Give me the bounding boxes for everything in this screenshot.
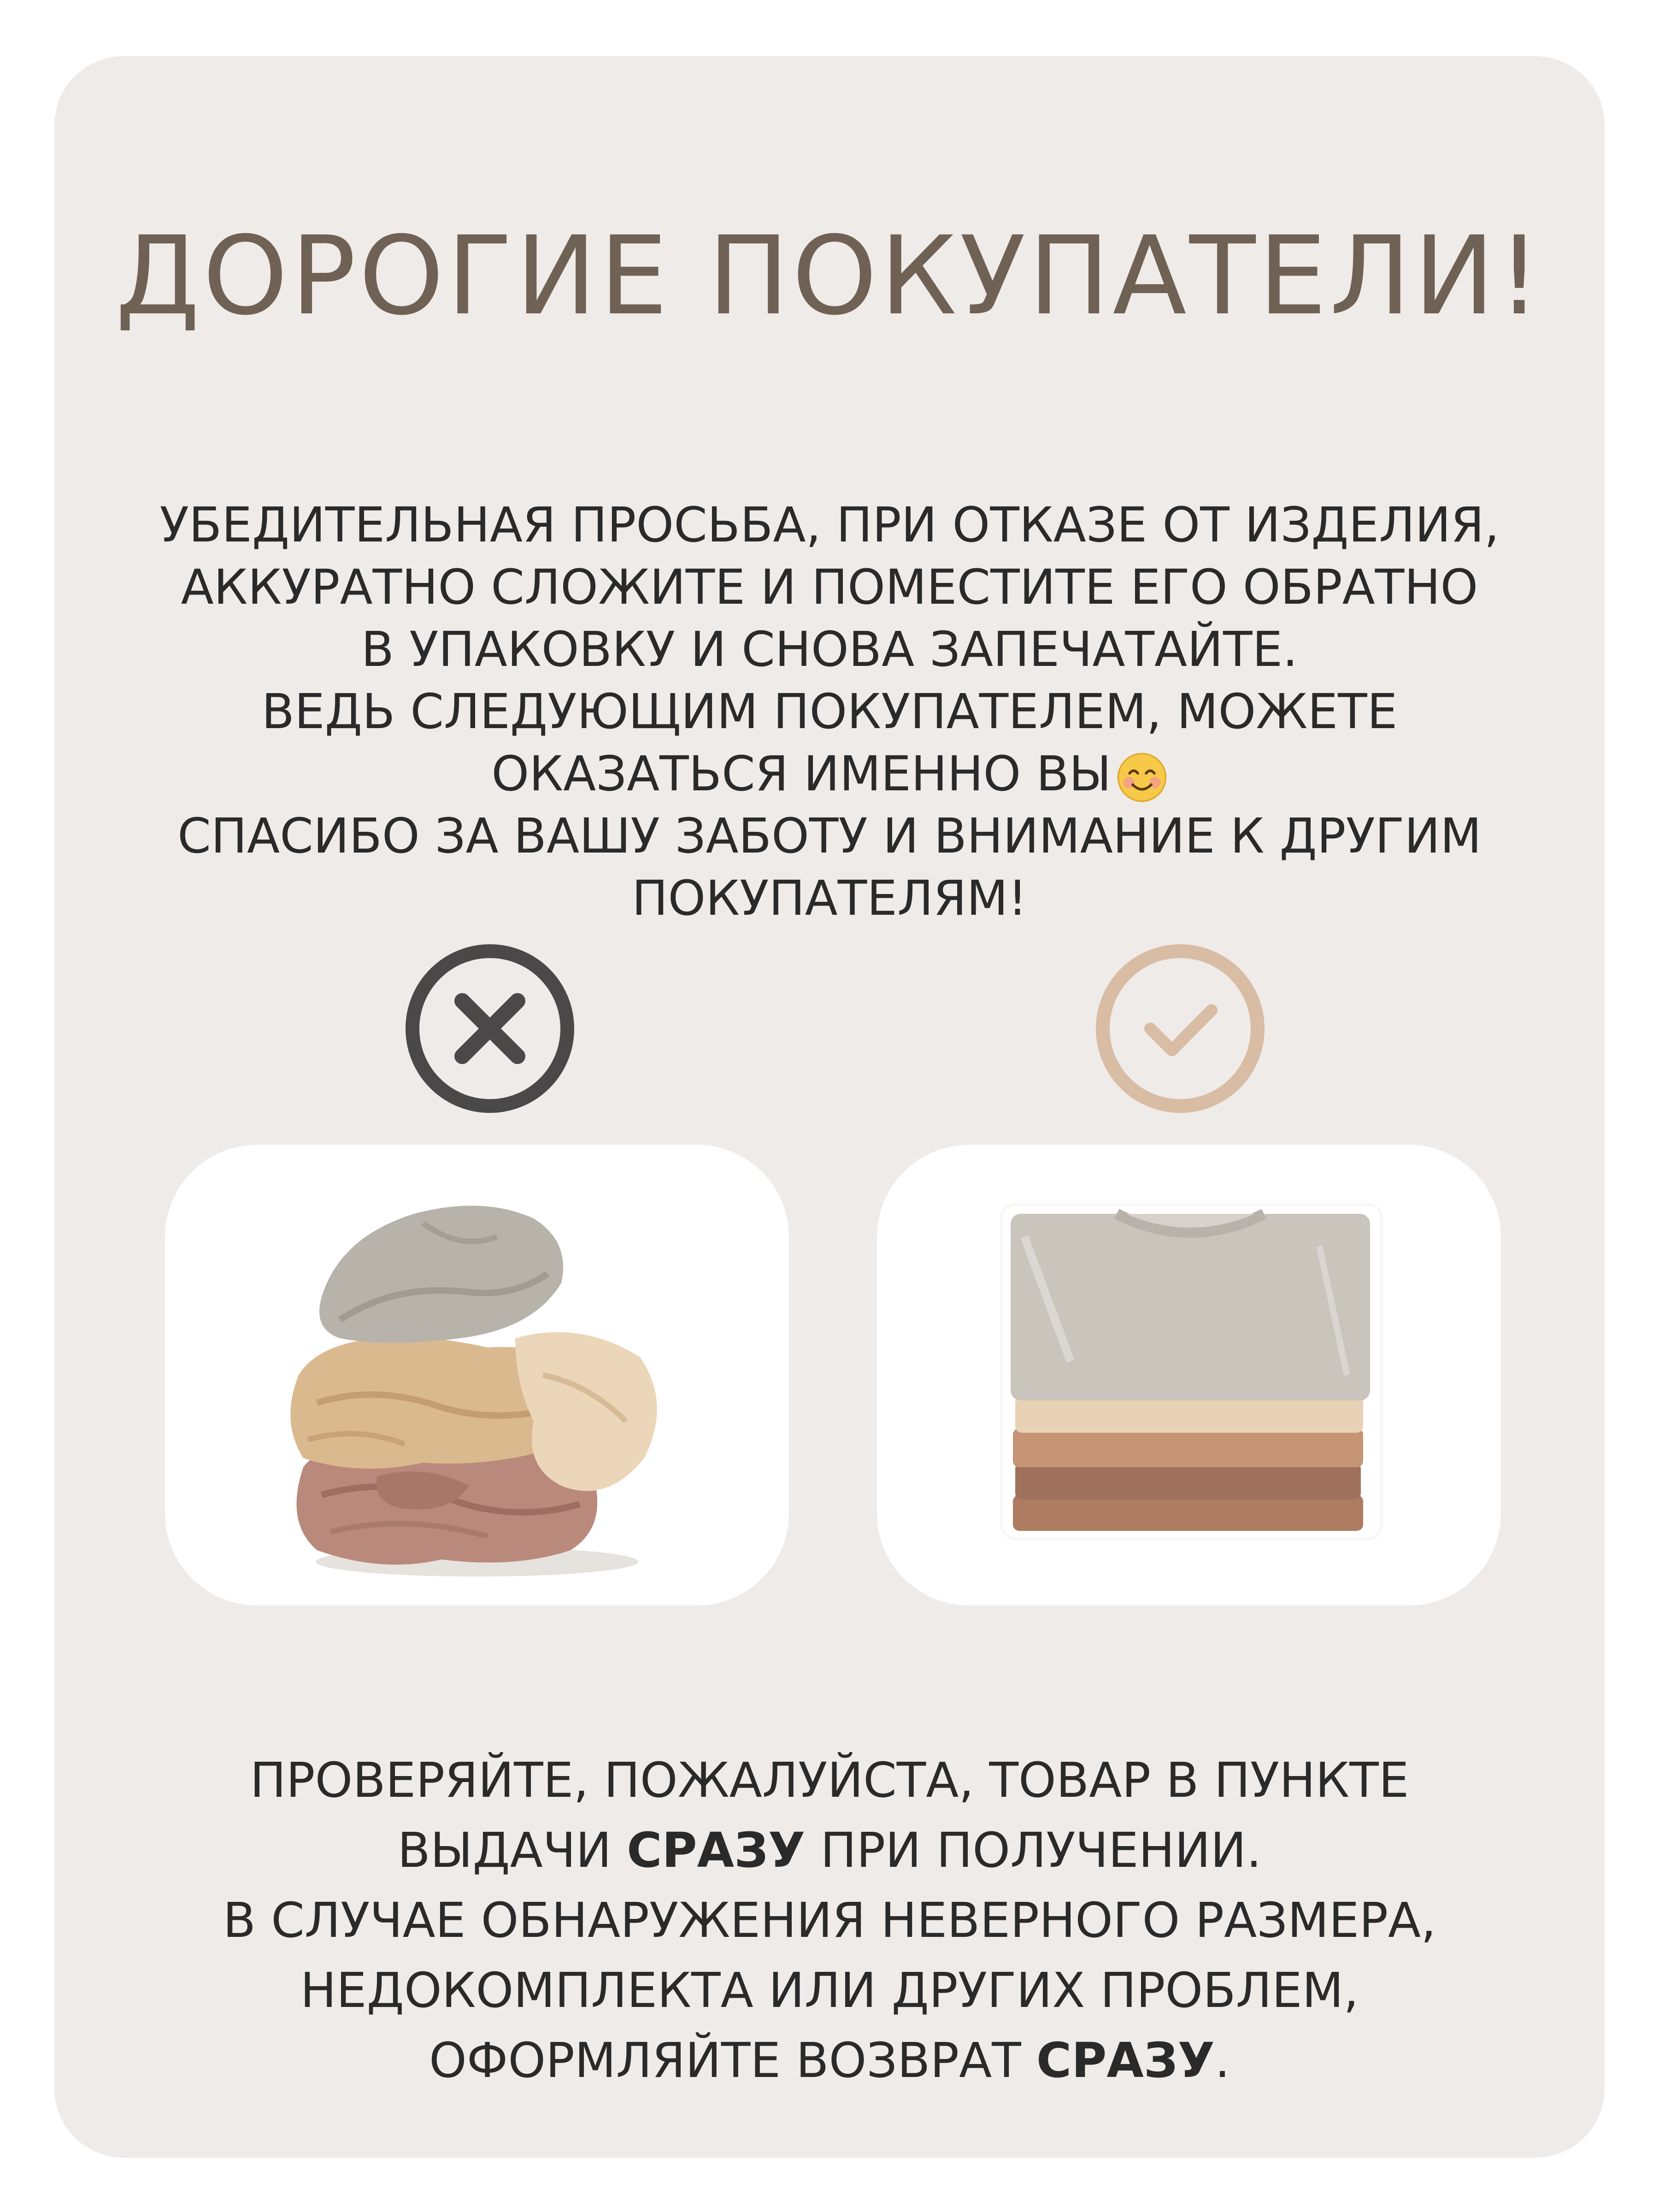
message-line-with-smiley — [119, 743, 1540, 805]
instruction-text: . — [1214, 2032, 1230, 2088]
instruction-line — [119, 1815, 1540, 1885]
message-line: АККУРАТНО СЛОЖИТЕ И ПОМЕСТИТЕ ЕГО ОБРАТНО — [181, 559, 1478, 615]
message-line: УБЕДИТЕЛЬНАЯ ПРОСЬБА, ПРИ ОТКАЗЕ ОТ ИЗДЕЛИЯ, — [159, 497, 1500, 553]
emphasis-text: СРАЗУ — [627, 1822, 806, 1878]
crumpled-clothes-image — [165, 1145, 789, 1606]
instruction-text: ПРИ ПОЛУЧЕНИИ. — [805, 1822, 1262, 1878]
message-line: В УПАКОВКУ И СНОВА ЗАПЕЧАТАЙТЕ. — [361, 621, 1298, 677]
folded-clothes-image — [877, 1145, 1501, 1606]
instruction-line: ПРОВЕРЯЙТЕ, ПОЖАЛУЙСТА, ТОВАР В ПУНКТЕ — [250, 1752, 1409, 1808]
instruction-line: В СЛУЧАЕ ОБНАРУЖЕНИЯ НЕВЕРНОГО РАЗМЕРА, — [223, 1892, 1436, 1948]
emphasis-text: СРАЗУ — [1036, 2032, 1215, 2088]
request-message — [119, 494, 1540, 930]
page-title: ДОРОГИЕ ПОКУПАТЕЛИ! — [115, 213, 1544, 339]
message-line: ПОКУПАТЕЛЯМ! — [632, 870, 1027, 926]
crumpled-clothes-photo — [165, 1145, 789, 1606]
instruction-text: ВЫДАЧИ — [397, 1822, 627, 1878]
check-instructions — [119, 1745, 1540, 2095]
folded-clothes-photo — [877, 1145, 1501, 1606]
instruction-line: НЕДОКОМПЛЕКТА ИЛИ ДРУГИХ ПРОБЛЕМ, — [300, 1962, 1359, 2018]
notice-card — [54, 56, 1605, 2158]
check-circle-icon — [1093, 941, 1268, 1116]
message-line: ВЕДЬ СЛЕДУЮЩИМ ПОКУПАТЕЛЕМ, МОЖЕТЕ — [261, 683, 1398, 740]
instruction-line — [119, 2025, 1540, 2095]
message-line: СПАСИБО ЗА ВАШУ ЗАБОТУ И ВНИМАНИЕ К ДРУГИМ — [177, 808, 1482, 864]
cross-circle-icon — [402, 941, 577, 1116]
smiling-face-icon — [1116, 752, 1168, 803]
message-line: ОКАЗАТЬСЯ ИМЕННО ВЫ — [491, 746, 1112, 802]
instruction-text: ОФОРМЛЯЙТЕ ВОЗВРАТ — [429, 2032, 1036, 2088]
